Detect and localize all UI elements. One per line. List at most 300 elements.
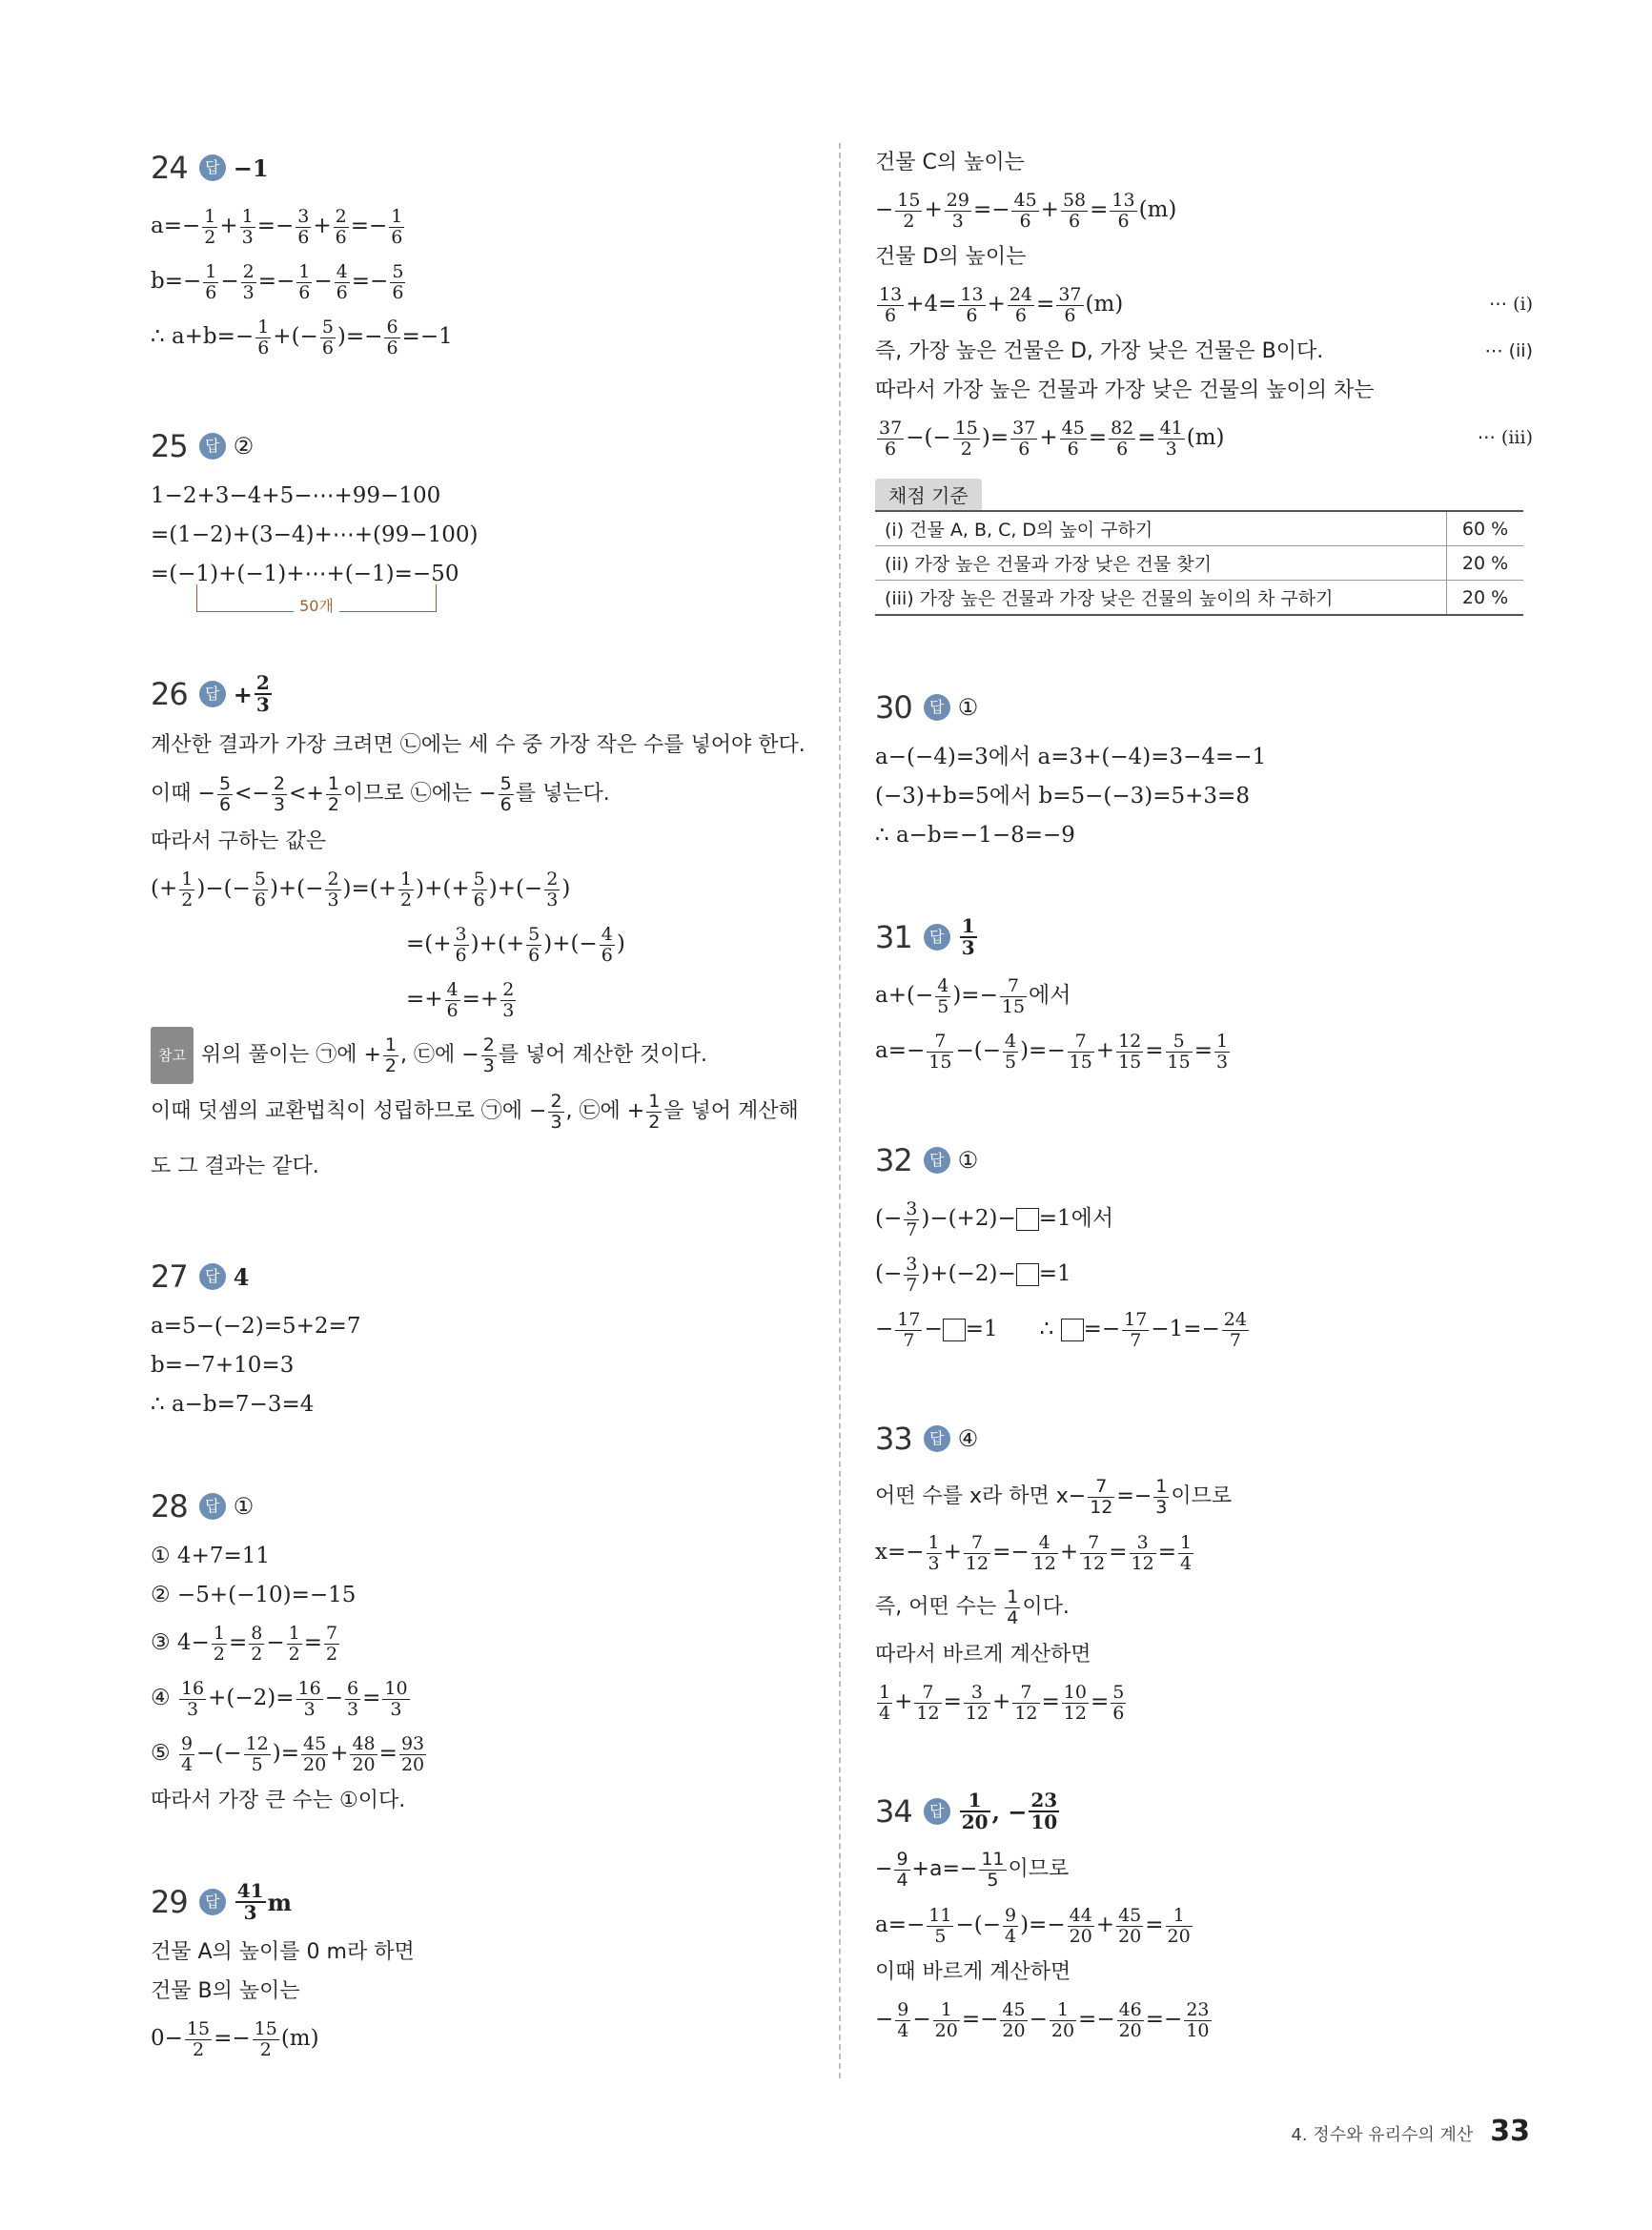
answer-badge: 답 bbox=[199, 154, 226, 181]
numerator: 17 bbox=[897, 1308, 921, 1330]
denominator: 6 bbox=[601, 944, 613, 966]
numerator: 1 bbox=[1050, 2000, 1076, 2021]
solution-line: − $\frac{17}{7}$ − =1 ∴ =− $\frac{17}{7}$ −1=− $\frac{24}{7}$ bbox=[875, 1308, 1247, 1351]
problem-33 bbox=[875, 1414, 1533, 1729]
numerator: 24 bbox=[1009, 283, 1033, 305]
numerator: 4 bbox=[937, 974, 949, 996]
answer: ② bbox=[233, 433, 255, 460]
fraction bbox=[526, 925, 541, 966]
denominator: 4 bbox=[1004, 1925, 1017, 1947]
denominator: 12 bbox=[1032, 1552, 1056, 1574]
numerator: 1 bbox=[181, 868, 194, 890]
denominator: 3 bbox=[1216, 1051, 1229, 1073]
solution-line: − $\frac{15}{2}$ + $\frac{29}{3}$ =− $\frac{45}{6}$ + $\frac{58}{6}$ = $\frac{13}{6}$ (m) bbox=[875, 189, 1177, 232]
fraction bbox=[185, 2019, 212, 2060]
fraction bbox=[454, 925, 469, 966]
solution-line: (− $\frac{3}{7}$ )−(+2)− =1에서 bbox=[875, 1197, 1114, 1240]
fraction bbox=[894, 1850, 909, 1891]
numerator: 7 bbox=[964, 1533, 990, 1554]
problem-26 bbox=[151, 669, 808, 1195]
count-bracket bbox=[196, 584, 437, 615]
fraction bbox=[1003, 1906, 1018, 1947]
numerator: 93 bbox=[400, 1732, 425, 1754]
fraction bbox=[1000, 2000, 1027, 2041]
fraction bbox=[398, 869, 414, 910]
fraction bbox=[249, 1624, 264, 1665]
fraction bbox=[1116, 1032, 1143, 1073]
numerator: 37 bbox=[1058, 283, 1082, 305]
answer-badge: 답 bbox=[924, 924, 950, 951]
fraction bbox=[933, 2000, 960, 2041]
fraction bbox=[964, 1533, 990, 1574]
numerator: 3 bbox=[455, 923, 467, 945]
denominator: 7 bbox=[1229, 1329, 1241, 1351]
denominator: 2 bbox=[251, 1643, 263, 1665]
scoring-title: 채점 기준 bbox=[875, 479, 982, 510]
answer bbox=[958, 916, 979, 958]
fraction bbox=[1214, 1032, 1230, 1073]
solution-line: a−(−4)=3에서 a=3+(−4)=3−4=−1 bbox=[875, 745, 1267, 769]
denominator: 3 bbox=[242, 281, 255, 303]
numerator: 5 bbox=[1166, 1032, 1193, 1053]
fraction bbox=[203, 262, 218, 303]
fraction bbox=[240, 207, 255, 248]
fraction bbox=[217, 774, 233, 815]
problem-number: 32 bbox=[875, 1142, 912, 1178]
denominator: 6 bbox=[446, 999, 459, 1021]
denominator: 20 bbox=[303, 1753, 327, 1775]
denominator: 6 bbox=[1117, 210, 1130, 232]
solution-line: ④ $\frac{16}{3}$ +(−2)= $\frac{16}{3}$ − $\frac{6}{3}$ = $\frac{10}{3}$ bbox=[151, 1677, 408, 1720]
fraction bbox=[253, 869, 268, 910]
denominator: 6 bbox=[254, 889, 266, 910]
reference-tag: 참고 bbox=[151, 1027, 194, 1084]
step-marker: ⋯ (ii) bbox=[1484, 340, 1533, 361]
numerator: 7 bbox=[325, 1622, 338, 1644]
numerator: 45 bbox=[303, 1732, 327, 1754]
denominator: 3 bbox=[390, 1698, 402, 1720]
numerator: 12 bbox=[1118, 1030, 1142, 1052]
problem-number: 31 bbox=[875, 919, 912, 955]
fraction bbox=[945, 191, 971, 232]
fraction bbox=[179, 1734, 194, 1775]
answer-badge: 답 bbox=[924, 1798, 950, 1825]
answer: ④ bbox=[957, 1425, 979, 1452]
denominator: 5 bbox=[934, 1925, 947, 1947]
fraction bbox=[1060, 419, 1087, 460]
fraction bbox=[325, 869, 340, 910]
fraction bbox=[212, 1624, 227, 1665]
denominator: 2 bbox=[648, 1111, 661, 1133]
chapter-title: 4. 정수와 유리수의 계산 bbox=[1291, 2125, 1474, 2145]
denominator: 20 bbox=[1118, 1925, 1142, 1947]
numerator: 44 bbox=[1069, 1904, 1092, 1926]
scoring-criteria bbox=[875, 479, 1523, 616]
solution-line: a=− $\frac{11}{5}$ −(− $\frac{9}{4}$ )=− $\frac{44}{20}$ + $\frac{45}{20}$ = $\frac{1}{20}$ bbox=[875, 1904, 1191, 1947]
fraction bbox=[877, 419, 904, 460]
fraction bbox=[953, 419, 980, 460]
fraction bbox=[445, 980, 460, 1021]
denominator: 3 bbox=[241, 226, 254, 248]
numerator: 2 bbox=[482, 1033, 495, 1055]
explanation-text: 따라서 구하는 값은 bbox=[151, 829, 327, 853]
denominator: 3 bbox=[550, 1111, 562, 1133]
problem-24 bbox=[151, 143, 808, 364]
answer: 4 bbox=[233, 1262, 250, 1291]
denominator: 3 bbox=[961, 936, 975, 959]
denominator: 6 bbox=[335, 226, 347, 248]
denominator: 6 bbox=[528, 944, 540, 966]
fraction bbox=[345, 1679, 360, 1720]
denominator: 3 bbox=[1155, 1496, 1168, 1518]
solution-line: =+ $\frac{4}{6}$ =+ $\frac{2}{3}$ bbox=[406, 978, 515, 1021]
fraction bbox=[301, 1734, 328, 1775]
numerator: 7 bbox=[1000, 976, 1027, 997]
fraction bbox=[979, 1850, 1006, 1891]
solution-line: b=− $\frac{1}{6}$ − $\frac{2}{3}$ =− $\frac{1}{6}$ − $\frac{4}{6}$ =− $\frac{5}{6}$ bbox=[151, 260, 404, 303]
fraction bbox=[320, 317, 336, 358]
problem-25 bbox=[151, 421, 808, 615]
fraction bbox=[1000, 976, 1027, 1017]
solution-line: ∴ a−b=−1−8=−9 bbox=[875, 823, 1075, 848]
denominator: 12 bbox=[1063, 1702, 1087, 1724]
fraction bbox=[255, 317, 271, 358]
denominator: 20 bbox=[1002, 2019, 1026, 2041]
answer: + $\frac{2}{3}$ bbox=[233, 671, 270, 716]
problem-30 bbox=[875, 683, 1533, 855]
fraction bbox=[1111, 1683, 1126, 1724]
right-column bbox=[875, 143, 1533, 2104]
denominator: 6 bbox=[473, 889, 485, 910]
solution-line: =(+ $\frac{3}{6}$ )+(+ $\frac{5}{6}$ )+(− $\frac{4}{6}$ ) bbox=[406, 923, 625, 966]
fraction bbox=[382, 1679, 409, 1720]
fraction bbox=[960, 1790, 990, 1832]
solution-line: a=− $\frac{1}{2}$ + $\frac{1}{3}$ =− $\frac{3}{6}$ + $\frac{2}{6}$ =− $\frac{1}{6}$ bbox=[151, 205, 403, 248]
fraction bbox=[1068, 1906, 1094, 1947]
numerator: 1 bbox=[928, 1531, 940, 1553]
fraction bbox=[548, 1092, 563, 1133]
fraction bbox=[904, 1255, 919, 1296]
numerator: 45 bbox=[1118, 1904, 1142, 1926]
fraction bbox=[1117, 2000, 1144, 2041]
fraction bbox=[350, 1734, 377, 1775]
denominator: 5 bbox=[987, 1869, 999, 1891]
fraction bbox=[296, 1679, 323, 1720]
numerator: 15 bbox=[954, 417, 978, 439]
numerator: 15 bbox=[186, 2017, 211, 2039]
numerator: 2 bbox=[550, 1090, 562, 1112]
denominator: 6 bbox=[1064, 304, 1076, 326]
solution-line: 어떤 수를 x라 하면 x− $\frac{7}{12}$ =− $\frac{1}{3}$ 이므로 bbox=[875, 1475, 1233, 1518]
numerator: 1 bbox=[960, 1790, 990, 1812]
numerator: 1 bbox=[879, 1681, 891, 1703]
denominator: 20 bbox=[1167, 1925, 1191, 1947]
numerator: 4 bbox=[1031, 1533, 1058, 1554]
answer-badge: 답 bbox=[199, 681, 226, 707]
denominator: 6 bbox=[500, 793, 512, 815]
fraction bbox=[1056, 285, 1083, 326]
denominator: 12 bbox=[965, 1702, 989, 1724]
problem-number: 33 bbox=[875, 1421, 912, 1457]
problem-27 bbox=[151, 1252, 808, 1424]
fraction bbox=[296, 262, 312, 303]
problem-28 bbox=[151, 1482, 808, 1820]
denominator: 20 bbox=[1069, 1925, 1092, 1947]
fraction bbox=[1003, 1032, 1018, 1073]
numerator: 15 bbox=[897, 189, 921, 211]
denominator: 15 bbox=[928, 1051, 952, 1073]
denominator: 4 bbox=[896, 1869, 908, 1891]
numerator: 2 bbox=[273, 772, 285, 794]
answer-badge: 답 bbox=[199, 1263, 226, 1290]
numerator: 1 bbox=[288, 1622, 300, 1644]
fraction bbox=[326, 774, 341, 815]
fraction bbox=[904, 1199, 919, 1240]
numerator: 23 bbox=[1030, 1789, 1058, 1811]
numerator: 7 bbox=[1088, 1477, 1114, 1498]
explanation-text: 이때 − $\frac{5}{6}$ <− $\frac{2}{3}$ <+ $\frac{1}{2}$ 이므로 ㉡에는 − $\frac{5}{6}$ 를 넣는다. bbox=[151, 772, 610, 815]
numerator: 13 bbox=[1112, 189, 1135, 211]
blank-box bbox=[943, 1319, 966, 1341]
answer-badge: 답 bbox=[199, 433, 226, 460]
numerator: 1 bbox=[1180, 1531, 1193, 1553]
denominator: 5 bbox=[1004, 1051, 1017, 1073]
denominator: 20 bbox=[352, 1753, 376, 1775]
numerator: 3 bbox=[1130, 1533, 1156, 1554]
count-label: 50개 bbox=[294, 594, 339, 616]
solution-line: x=− $\frac{1}{3}$ + $\frac{7}{12}$ =− $\frac{4}{12}$ + $\frac{7}{12}$ = $\frac{3}{12}$ = $\frac{1}{4}$ bbox=[875, 1531, 1193, 1574]
numerator: 2 bbox=[502, 978, 515, 1000]
numerator: 10 bbox=[1063, 1681, 1087, 1703]
problem-31 bbox=[875, 912, 1533, 1078]
denominator: 2 bbox=[384, 1054, 398, 1076]
denominator: 15 bbox=[1001, 995, 1026, 1017]
numerator: 1 bbox=[1166, 1906, 1193, 1927]
numerator: 1 bbox=[933, 2000, 960, 2021]
denominator: 4 bbox=[879, 1702, 891, 1724]
fraction bbox=[1166, 1906, 1193, 1947]
solution-line: (− $\frac{3}{7}$ )+(−2)− =1 bbox=[875, 1253, 1071, 1296]
fraction bbox=[646, 1092, 662, 1133]
fraction bbox=[935, 976, 950, 1017]
fraction bbox=[390, 262, 405, 303]
numerator: 9 bbox=[1004, 1904, 1017, 1926]
denominator: 12 bbox=[1131, 1552, 1154, 1574]
numerator: 29 bbox=[946, 189, 969, 211]
denominator: 6 bbox=[391, 226, 403, 248]
problem-number: 27 bbox=[151, 1258, 188, 1295]
page-footer bbox=[1291, 2115, 1530, 2148]
numerator: 3 bbox=[906, 1253, 918, 1275]
numerator: 45 bbox=[1061, 417, 1085, 439]
denominator: 12 bbox=[1014, 1702, 1038, 1724]
numerator: 7 bbox=[1068, 1032, 1094, 1053]
denominator: 3 bbox=[273, 793, 285, 815]
numerator: 2 bbox=[242, 260, 255, 282]
problem-number: 26 bbox=[151, 676, 188, 712]
scoring-table bbox=[875, 510, 1523, 616]
numerator: 5 bbox=[218, 772, 232, 794]
numerator: 5 bbox=[500, 772, 512, 794]
numerator: 1 bbox=[241, 205, 254, 227]
fraction bbox=[179, 869, 194, 910]
denominator: 10 bbox=[1186, 2019, 1210, 2041]
numerator: 4 bbox=[336, 260, 348, 282]
denominator: 3 bbox=[546, 889, 559, 910]
fraction bbox=[383, 1035, 398, 1076]
fraction bbox=[927, 1032, 953, 1073]
answer: $\frac{41}{3}$ m bbox=[236, 1879, 292, 1924]
fraction bbox=[1010, 419, 1037, 460]
numerator: 7 bbox=[927, 1032, 953, 1053]
fraction bbox=[235, 1881, 266, 1923]
numerator: 45 bbox=[1013, 189, 1037, 211]
numerator: 16 bbox=[297, 1677, 321, 1699]
fraction bbox=[499, 774, 514, 815]
explanation-text: 건물 D의 높이는 bbox=[875, 245, 1027, 269]
problem-number: 34 bbox=[875, 1793, 912, 1830]
numerator: 7 bbox=[914, 1683, 941, 1704]
numerator: 1 bbox=[1216, 1030, 1229, 1052]
explanation-text: 따라서 가장 높은 건물과 가장 낮은 건물의 높이의 차는 bbox=[875, 378, 1375, 402]
numerator: 1 bbox=[204, 205, 216, 227]
denominator: 20 bbox=[1118, 2019, 1142, 2041]
numerator: 13 bbox=[960, 283, 984, 305]
answer-badge: 답 bbox=[199, 1889, 226, 1915]
numerator: 41 bbox=[1159, 417, 1183, 439]
numerator: 2 bbox=[327, 868, 339, 890]
fraction bbox=[927, 1906, 953, 1947]
denominator: 3 bbox=[951, 210, 964, 232]
denominator: 12 bbox=[1090, 1496, 1113, 1518]
blank-box bbox=[1016, 1208, 1039, 1231]
denominator: 6 bbox=[392, 281, 404, 303]
denominator: 6 bbox=[966, 304, 978, 326]
denominator: 3 bbox=[243, 1901, 257, 1924]
denominator: 2 bbox=[181, 889, 194, 910]
denominator: 3 bbox=[928, 1552, 940, 1574]
fraction bbox=[1029, 1790, 1059, 1832]
answer-badge: 답 bbox=[924, 1147, 950, 1174]
numerator: 7 bbox=[1080, 1533, 1107, 1554]
scoring-row: (i) 건물 A, B, C, D의 높이 구하기 60 % bbox=[875, 511, 1523, 546]
scoring-row: (iii) 가장 높은 건물과 가장 낮은 건물의 높이의 차 구하기 20 % bbox=[875, 581, 1523, 616]
denominator: 7 bbox=[906, 1274, 918, 1296]
fraction bbox=[179, 1679, 206, 1720]
problem-number: 24 bbox=[151, 150, 188, 186]
denominator: 2 bbox=[192, 2038, 205, 2060]
fraction bbox=[914, 1683, 941, 1724]
numerator: 9 bbox=[896, 1848, 908, 1870]
explanation-text: 건물 A의 높이를 0 m라 하면 bbox=[151, 1940, 415, 1964]
fraction bbox=[481, 1035, 497, 1076]
numerator: 5 bbox=[473, 868, 485, 890]
numerator: 4 bbox=[601, 923, 613, 945]
denominator: 3 bbox=[327, 889, 339, 910]
numerator: 1 bbox=[205, 260, 217, 282]
numerator: 1 bbox=[298, 260, 311, 282]
fraction bbox=[399, 1734, 426, 1775]
fraction bbox=[895, 1310, 922, 1351]
denominator: 4 bbox=[1180, 1552, 1193, 1574]
numerator: 11 bbox=[928, 1904, 952, 1926]
denominator: 20 bbox=[400, 1753, 425, 1775]
fraction bbox=[600, 925, 615, 966]
problem-29 bbox=[151, 1877, 808, 2066]
answer-badge: 답 bbox=[924, 1425, 950, 1452]
fraction bbox=[472, 869, 487, 910]
numerator: 1 bbox=[327, 772, 339, 794]
denominator: 7 bbox=[906, 1218, 918, 1240]
denominator: 3 bbox=[482, 1054, 495, 1076]
denominator: 2 bbox=[400, 889, 413, 910]
numerator: 5 bbox=[321, 316, 334, 338]
numerator: 82 bbox=[1111, 417, 1134, 439]
fraction bbox=[960, 916, 977, 958]
numerator: 1 bbox=[961, 914, 975, 937]
denominator: 12 bbox=[965, 1552, 989, 1574]
answer: $\frac{1}{20}$ , − $\frac{23}{10}$ bbox=[961, 1789, 1058, 1833]
solution-line: $\frac{37}{6}$ −(− $\frac{15}{2}$ )= $\frac{37}{6}$ + $\frac{45}{6}$ = $\frac{82}{6}$ = $\frac{41}{3}$ (m) ⋯ (iii) bbox=[875, 410, 1533, 465]
numerator: 2 bbox=[335, 205, 347, 227]
fraction bbox=[927, 1533, 942, 1574]
answer-badge: 답 bbox=[199, 1493, 226, 1520]
explanation-text: 건물 C의 높이는 bbox=[875, 151, 1025, 174]
problem-32 bbox=[875, 1135, 1533, 1357]
numerator: 45 bbox=[1002, 1998, 1026, 2020]
problem-number: 30 bbox=[875, 689, 912, 726]
fraction bbox=[1080, 1533, 1107, 1574]
problem-number: 25 bbox=[151, 428, 188, 464]
denominator: 3 bbox=[255, 693, 270, 716]
numerator: 1 bbox=[257, 316, 270, 338]
numerator: 7 bbox=[1012, 1683, 1039, 1704]
numerator: 5 bbox=[528, 923, 540, 945]
fraction bbox=[1012, 1683, 1039, 1724]
fraction bbox=[1068, 1032, 1094, 1073]
left-column bbox=[151, 143, 808, 2123]
denominator: 2 bbox=[213, 1643, 225, 1665]
denominator: 7 bbox=[903, 1329, 915, 1351]
fraction bbox=[877, 1683, 892, 1724]
fraction bbox=[1031, 1533, 1058, 1574]
denominator: 6 bbox=[1018, 438, 1030, 460]
numerator: 3 bbox=[964, 1683, 990, 1704]
fraction bbox=[1184, 2000, 1211, 2041]
solution-line: ② −5+(−10)=−15 bbox=[151, 1583, 357, 1607]
denominator: 6 bbox=[1014, 304, 1027, 326]
numerator: 12 bbox=[245, 1732, 269, 1754]
fraction bbox=[1178, 1533, 1193, 1574]
denominator: 2 bbox=[288, 1643, 300, 1665]
denominator: 6 bbox=[885, 438, 897, 460]
numerator: 1 bbox=[400, 868, 413, 890]
fraction bbox=[389, 207, 404, 248]
numerator: 16 bbox=[180, 1677, 205, 1699]
denominator: 2 bbox=[259, 2038, 272, 2060]
column-divider bbox=[839, 143, 841, 2078]
fraction bbox=[544, 869, 560, 910]
solution-line: ⑤ $\frac{9}{4}$ −(− $\frac{12}{5}$ )= $\frac{45}{20}$ + $\frac{48}{20}$ = $\frac{93}{20}$ bbox=[151, 1732, 425, 1775]
denominator: 6 bbox=[1067, 438, 1079, 460]
numerator: 6 bbox=[347, 1677, 359, 1699]
blank-box bbox=[1016, 1263, 1039, 1286]
explanation-text: 건물 B의 높이는 bbox=[151, 1979, 300, 2003]
solution-line: ∴ a−b=7−3=4 bbox=[151, 1392, 315, 1417]
explanation-text: 따라서 바르게 계산하면 bbox=[875, 1643, 1091, 1667]
numerator: 11 bbox=[981, 1848, 1005, 1870]
fraction bbox=[895, 191, 922, 232]
